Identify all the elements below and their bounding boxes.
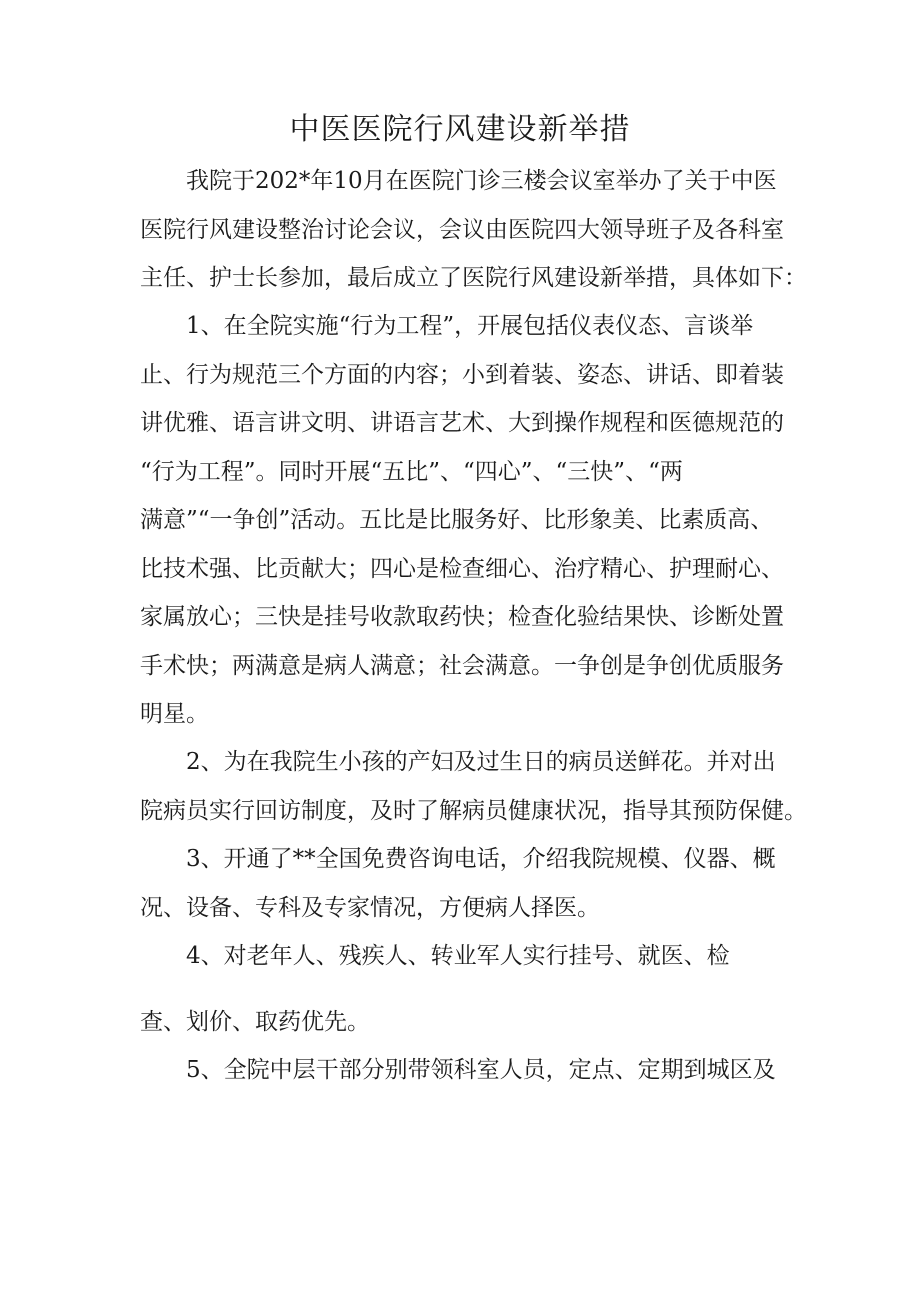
item-4-line: 查、划价、取药优先。 — [140, 1008, 370, 1035]
item-1-line: 满意”“一争创”活动。五比是比服务好、比形象美、比素质高、 — [140, 507, 774, 533]
intro-paragraph — [140, 157, 807, 303]
item-4-paragraph — [140, 932, 795, 1046]
item-1-line: 明星。 — [140, 701, 209, 727]
intro-line: 主任、护士长参加，最后成立了医院行风建设新举措，具体如下： — [140, 265, 807, 291]
item-1-line: “行为工程”。同时开展“五比”、“四心”、“三快”、“两 — [140, 458, 683, 485]
item-2-paragraph — [140, 738, 807, 835]
item-2-line: 院病员实行回访制度，及时了解病员健康状况，指导其预防保健。 — [140, 797, 807, 824]
item-5-line: 5、全院中层干部分别带领科室人员，定点、定期到城区及 — [186, 1057, 776, 1083]
item-1-line: 讲优雅、语言讲文明、讲语言艺术、大到操作规程和医德规范的 — [140, 410, 784, 436]
document-title: 中医医院行风建设新举措 — [289, 112, 631, 147]
item-2-line: 2、为在我院生小孩的产妇及过生日的病员送鲜花。并对出 — [186, 749, 776, 775]
item-5-paragraph — [140, 1046, 795, 1095]
item-1-line: 手术快；两满意是病人满意；社会满意。一争创是争创优质服务 — [140, 652, 784, 679]
intro-line: 我院于202*年10月在医院门诊三楼会议室举办了关于中医 — [186, 168, 777, 194]
item-1-paragraph — [140, 302, 795, 739]
item-1-line: 止、行为规范三个方面的内容；小到着装、姿态、讲话、即着装 — [140, 361, 784, 388]
item-3-line: 3、开通了**全国免费咨询电话，介绍我院规模、仪器、概 — [186, 846, 776, 872]
item-3-paragraph — [140, 835, 795, 932]
item-1-line: 家属放心；三快是挂号收款取药快；检查化验结果快、诊断处置 — [140, 604, 784, 630]
item-3-line: 况、设备、专科及专家情况，方便病人择医。 — [140, 894, 600, 921]
item-4-line: 4、对老年人、残疾人、转业军人实行挂号、就医、检 — [186, 943, 730, 969]
item-1-line: 1、在全院实施“行为工程”，开展包括仪表仪态、言谈举 — [186, 313, 754, 339]
intro-line: 医院行风建设整治讨论会议，会议由医院四大领导班子及各科室 — [140, 216, 784, 243]
item-1-line: 比技术强、比贡献大；四心是检查细心、治疗精心、护理耐心、 — [140, 555, 784, 582]
